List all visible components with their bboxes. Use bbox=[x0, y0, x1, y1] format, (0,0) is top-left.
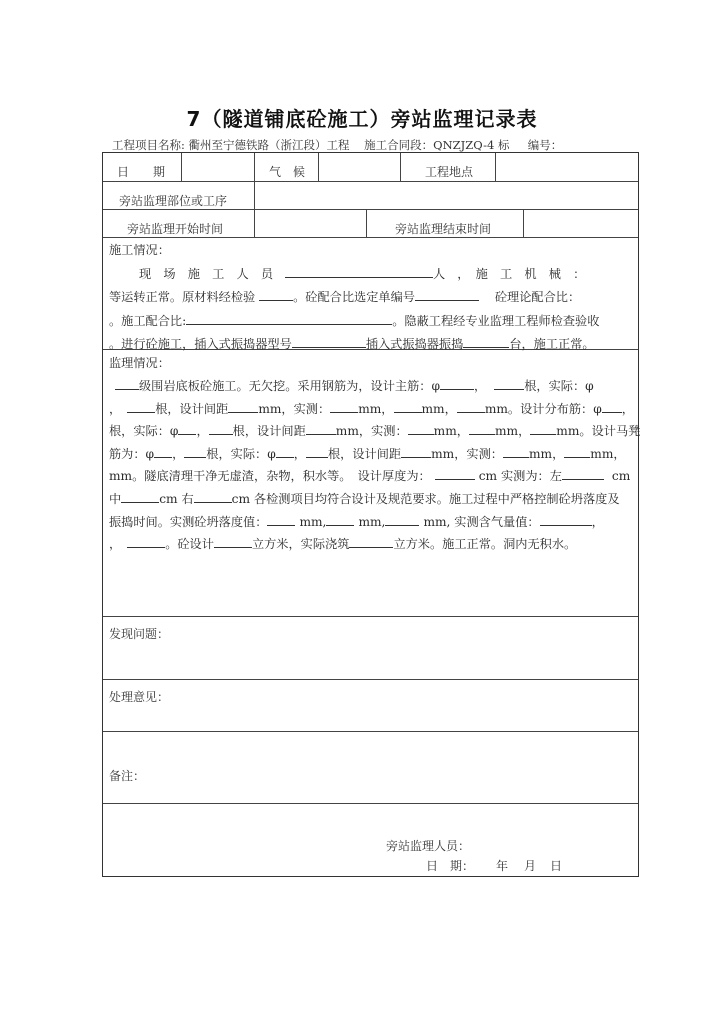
text: mm, bbox=[358, 514, 386, 529]
handling-label: 处理意见： bbox=[109, 690, 170, 704]
location-field[interactable] bbox=[497, 154, 637, 180]
text: mm, 实测含气量值： bbox=[423, 514, 540, 529]
remarks-label: 备注： bbox=[109, 769, 146, 783]
text: ， bbox=[474, 379, 487, 393]
row-divider bbox=[103, 616, 638, 617]
blank[interactable] bbox=[530, 422, 556, 435]
text: mm， bbox=[433, 424, 469, 439]
text: 。施工配合比: bbox=[109, 313, 187, 328]
text: ， bbox=[109, 537, 122, 552]
blank[interactable] bbox=[276, 445, 294, 458]
text: cm bbox=[611, 469, 631, 484]
blank[interactable] bbox=[228, 400, 258, 413]
construction-heading: 施工情况： bbox=[109, 243, 170, 257]
text: 砼理论配合比： bbox=[494, 290, 581, 304]
text: ， bbox=[196, 424, 209, 439]
blank[interactable] bbox=[457, 400, 485, 413]
text: ， bbox=[293, 446, 306, 461]
blank[interactable] bbox=[440, 377, 474, 390]
text: mm。隧底清理干净无虚渣，杂物，积水等。 设计厚度为： bbox=[109, 469, 431, 484]
year-label: 年 bbox=[496, 859, 509, 873]
start-time-field[interactable] bbox=[256, 210, 364, 236]
text: 根，设计间距 bbox=[232, 424, 306, 439]
mix-ratio-number-blank[interactable] bbox=[415, 288, 479, 301]
text: mm，实测： bbox=[335, 424, 408, 439]
actual-volume-blank[interactable] bbox=[349, 535, 393, 548]
supervisor-label: 旁站监理人员： bbox=[386, 839, 471, 853]
end-time-field[interactable] bbox=[525, 210, 637, 236]
supervision-heading: 监理情况： bbox=[109, 356, 170, 370]
text: 筋为：φ bbox=[109, 446, 155, 461]
page-title: 7（隧道铺底砼施工）旁站监理记录表 bbox=[186, 107, 538, 131]
date-label: 日 期 bbox=[117, 165, 166, 179]
part-label: 旁站监理部位或工序 bbox=[119, 194, 228, 208]
col-divider bbox=[366, 209, 367, 237]
col-divider bbox=[400, 153, 401, 181]
construction-section bbox=[109, 239, 632, 357]
blank[interactable] bbox=[394, 400, 422, 413]
part-field[interactable] bbox=[256, 182, 636, 208]
text: 台，施工正常。 bbox=[509, 337, 595, 351]
blank[interactable] bbox=[209, 422, 233, 435]
text: cm 右 bbox=[159, 491, 194, 506]
blank[interactable] bbox=[503, 445, 529, 458]
text: 中 bbox=[109, 491, 122, 506]
record-table bbox=[102, 152, 639, 877]
text: 立方米，实际浇筑 bbox=[251, 537, 350, 552]
blank[interactable] bbox=[184, 445, 206, 458]
text: 插入式振捣器振捣 bbox=[365, 337, 464, 351]
location-label: 工程地点 bbox=[425, 165, 474, 179]
text: 级围岩底板砼施工。无欠挖。采用钢筋为，设计主筋：φ bbox=[139, 379, 441, 393]
design-volume-blank[interactable] bbox=[214, 535, 252, 548]
row-divider bbox=[103, 803, 638, 804]
text: 立方米。施工正常。洞内无积水。 bbox=[393, 537, 577, 552]
vibrator-count-blank[interactable] bbox=[463, 335, 509, 348]
text: mm， bbox=[494, 424, 531, 439]
text: 振捣时间。实测砼坍落度值： bbox=[109, 514, 268, 529]
end-time-label: 旁站监理结束时间 bbox=[395, 222, 492, 236]
text: cm 各检测项目均符合设计及规范要求。施工过程中严格控制砼坍落度及 bbox=[231, 491, 620, 506]
design-thickness-blank[interactable] bbox=[435, 467, 475, 480]
right-thickness-blank[interactable] bbox=[194, 490, 232, 503]
text: 现 场 施 工 人 员 bbox=[139, 266, 274, 281]
text: cm 实测为：左 bbox=[478, 469, 562, 484]
blank[interactable] bbox=[178, 422, 196, 435]
slump-blank[interactable] bbox=[385, 513, 419, 526]
weather-label: 气 候 bbox=[269, 165, 306, 179]
construction-ratio-blank[interactable] bbox=[186, 312, 392, 325]
col-divider bbox=[181, 153, 182, 181]
text: 。隐蔽工程经专业监理工程师检查验收 bbox=[392, 313, 600, 328]
rock-grade-blank[interactable] bbox=[115, 377, 139, 390]
blank[interactable] bbox=[408, 422, 434, 435]
text: mm， bbox=[590, 446, 626, 461]
blank[interactable] bbox=[494, 377, 524, 390]
date-field[interactable] bbox=[183, 154, 253, 180]
text: 。砼设计 bbox=[165, 537, 214, 552]
text: 等运转正常。原材料经检验 bbox=[109, 290, 256, 304]
slump-blank[interactable] bbox=[326, 513, 354, 526]
blank[interactable] bbox=[469, 422, 495, 435]
start-time-label: 旁站监理开始时间 bbox=[127, 222, 224, 236]
row-divider bbox=[103, 731, 638, 732]
text: 。进行砼施工，插入式振捣器型号 bbox=[109, 337, 292, 351]
text: ， bbox=[591, 514, 604, 529]
weather-field[interactable] bbox=[320, 154, 399, 180]
text: 根，实际：φ bbox=[524, 379, 594, 393]
day-label: 日 bbox=[550, 859, 563, 873]
text: 根，设计间距 bbox=[327, 446, 402, 461]
text: mm，实测： bbox=[258, 401, 331, 416]
text: ， bbox=[172, 446, 185, 461]
col-divider bbox=[523, 209, 524, 237]
text: mm。设计分布筋：φ bbox=[484, 401, 602, 416]
blank[interactable] bbox=[564, 445, 590, 458]
sign-date-label: 日 期： bbox=[426, 859, 475, 873]
text: ， bbox=[621, 401, 634, 416]
text: mm。设计马凳 bbox=[556, 424, 641, 439]
blank[interactable] bbox=[330, 400, 358, 413]
handling-field[interactable] bbox=[105, 705, 635, 729]
text: 根，实际：φ bbox=[109, 424, 179, 439]
row-divider bbox=[103, 679, 638, 680]
month-label: 月 bbox=[524, 859, 537, 873]
text: mm，实测： bbox=[431, 446, 503, 461]
text: mm， bbox=[528, 446, 565, 461]
col-divider bbox=[254, 153, 255, 237]
left-thickness-blank[interactable] bbox=[562, 467, 604, 480]
issues-label: 发现问题： bbox=[109, 627, 170, 641]
text: 人 ， 施 工 机 械 ： bbox=[432, 266, 586, 281]
staff-count-blank[interactable] bbox=[285, 265, 433, 278]
blank[interactable] bbox=[127, 535, 165, 548]
blank[interactable] bbox=[401, 445, 431, 458]
issues-field[interactable] bbox=[105, 643, 635, 677]
text: ， bbox=[109, 401, 122, 416]
text: mm, bbox=[299, 514, 327, 529]
col-divider bbox=[318, 153, 319, 181]
col-divider bbox=[495, 153, 496, 181]
blank[interactable] bbox=[602, 400, 622, 413]
row-divider bbox=[103, 237, 638, 238]
air-content-blank[interactable] bbox=[540, 513, 592, 526]
blank[interactable] bbox=[306, 445, 328, 458]
blank[interactable] bbox=[306, 422, 336, 435]
text: 根，设计间距 bbox=[155, 401, 229, 416]
blank[interactable] bbox=[154, 445, 172, 458]
middle-thickness-blank[interactable] bbox=[121, 490, 159, 503]
project-info-line: 工程项目名称: 衢州至宁德铁路（浙江段）工程 施工合同段：QNZJZQ-4 标 编号： bbox=[112, 138, 563, 152]
supervisor-field[interactable] bbox=[478, 833, 618, 853]
blank[interactable] bbox=[127, 400, 155, 413]
text: mm， bbox=[421, 401, 457, 416]
text: 。砼配合比选定单编号 bbox=[293, 290, 415, 304]
text: mm， bbox=[358, 401, 394, 416]
slump-blank[interactable] bbox=[267, 513, 295, 526]
supervision-section bbox=[109, 352, 641, 556]
vibrator-model-blank[interactable] bbox=[292, 335, 366, 348]
remarks-field[interactable] bbox=[153, 735, 633, 799]
text: 根，实际：φ bbox=[206, 446, 276, 461]
material-check-blank[interactable] bbox=[259, 288, 293, 301]
